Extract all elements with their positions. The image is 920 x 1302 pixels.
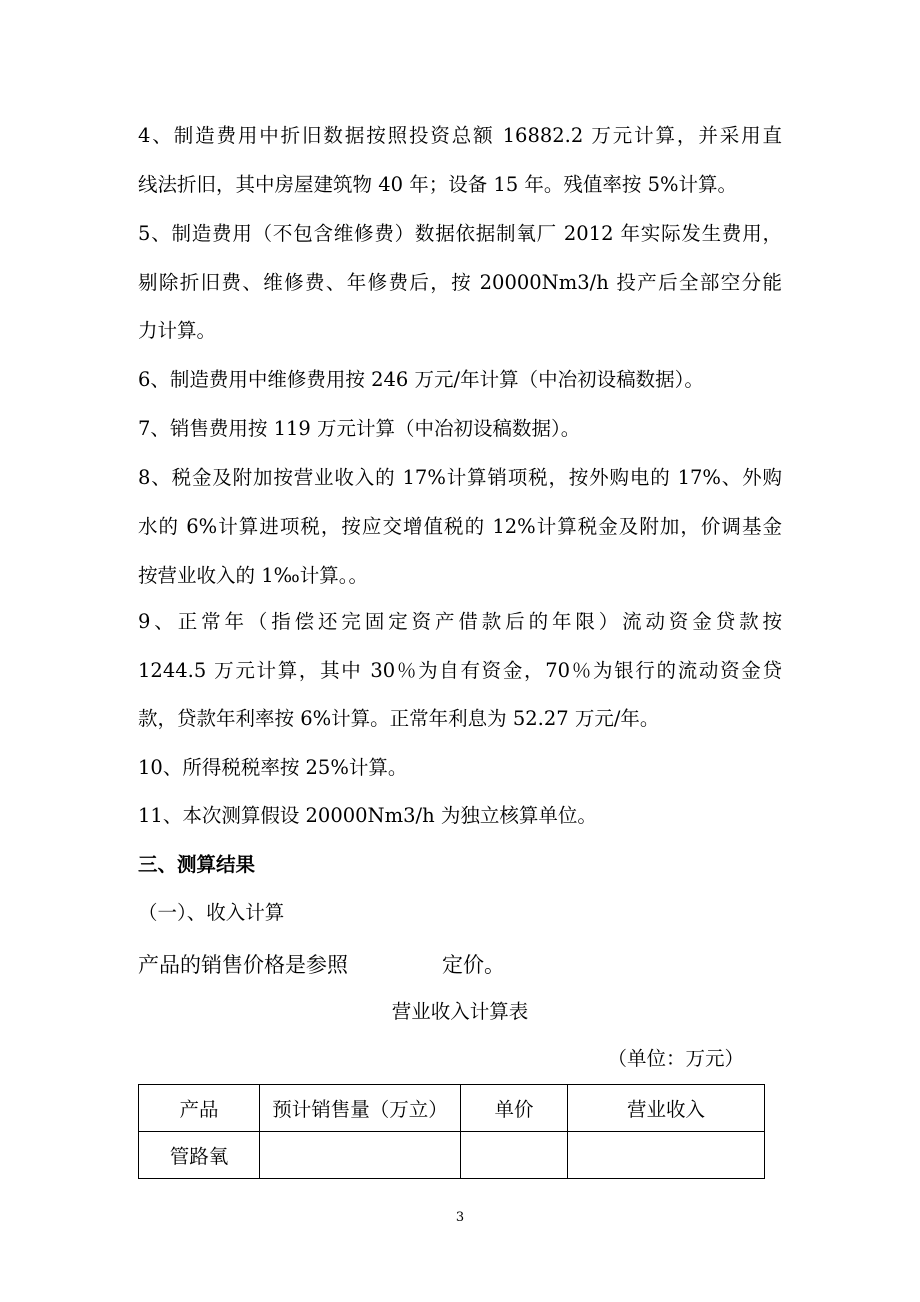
pricing-sentence-start: 产品的销售价格是参照 — [138, 953, 348, 977]
header-revenue: 营业收入 — [568, 1085, 765, 1132]
page-number: 3 — [455, 1210, 465, 1225]
paragraph-8-line-3: 按营业收入的 1‰计算。。 — [138, 564, 369, 587]
paragraph-5-line-2: 剔除折旧费、维修费、年修费后，按 20000Nm3/h 投产后全部空分能 — [138, 271, 782, 294]
paragraph-6: 6、制造费用中维修费用按 246 万元/年计算（中冶初设稿数据）。 — [138, 368, 704, 391]
paragraph-4-line-1: 4、制造费用中折旧数据按照投资总额 16882.2 万元计算，并采用直 — [138, 124, 782, 147]
paragraph-11: 11、本次测算假设 20000Nm3/h 为独立核算单位。 — [138, 804, 597, 827]
table-row — [139, 1132, 765, 1179]
cell-product: 管路氧 — [139, 1132, 260, 1179]
subsection-heading: （一）、收入计算 — [138, 901, 285, 924]
revenue-table — [138, 1084, 765, 1179]
header-product: 产品 — [139, 1085, 260, 1132]
paragraph-7: 7、销售费用按 119 万元计算（中冶初设稿数据）。 — [138, 417, 581, 440]
pricing-sentence-end: 定价。 — [442, 953, 505, 977]
unit-label: （单位：万元） — [607, 1047, 744, 1070]
header-unit-price: 单价 — [461, 1085, 568, 1132]
header-sales-volume: 预计销售量（万立） — [260, 1085, 461, 1132]
paragraph-8-line-2: 水的 6%计算进项税，按应交增值税的 12%计算税金及附加，价调基金 — [138, 515, 782, 538]
paragraph-9-line-3: 款，贷款年利率按 6%计算。正常年利息为 52.27 万元/年。 — [138, 707, 660, 730]
cell-revenue — [568, 1132, 765, 1179]
section-heading: 三、测算结果 — [138, 853, 256, 876]
paragraph-4-line-2: 线法折旧，其中房屋建筑物 40 年；设备 15 年。残值率按 5%计算。 — [138, 173, 738, 196]
table-header-row — [139, 1085, 765, 1132]
cell-unit-price — [461, 1132, 568, 1179]
table-title: 营业收入计算表 — [391, 1000, 529, 1023]
paragraph-5-line-1: 5、制造费用（不包含维修费）数据依据制氧厂 2012 年实际发生费用， — [138, 222, 782, 245]
paragraph-10: 10、所得税税率按 25%计算。 — [138, 756, 408, 779]
paragraph-8-line-1: 8、税金及附加按营业收入的 17%计算销项税，按外购电的 17%、外购 — [138, 466, 782, 489]
paragraph-9-line-2: 1244.5 万元计算，其中 30％为自有资金，70％为银行的流动资金贷 — [138, 659, 782, 682]
paragraph-9-line-1: 9、正常年（指偿还完固定资产借款后的年限）流动资金贷款按 — [138, 610, 782, 633]
cell-sales-volume — [260, 1132, 461, 1179]
paragraph-5-line-3: 力计算。 — [138, 319, 217, 342]
